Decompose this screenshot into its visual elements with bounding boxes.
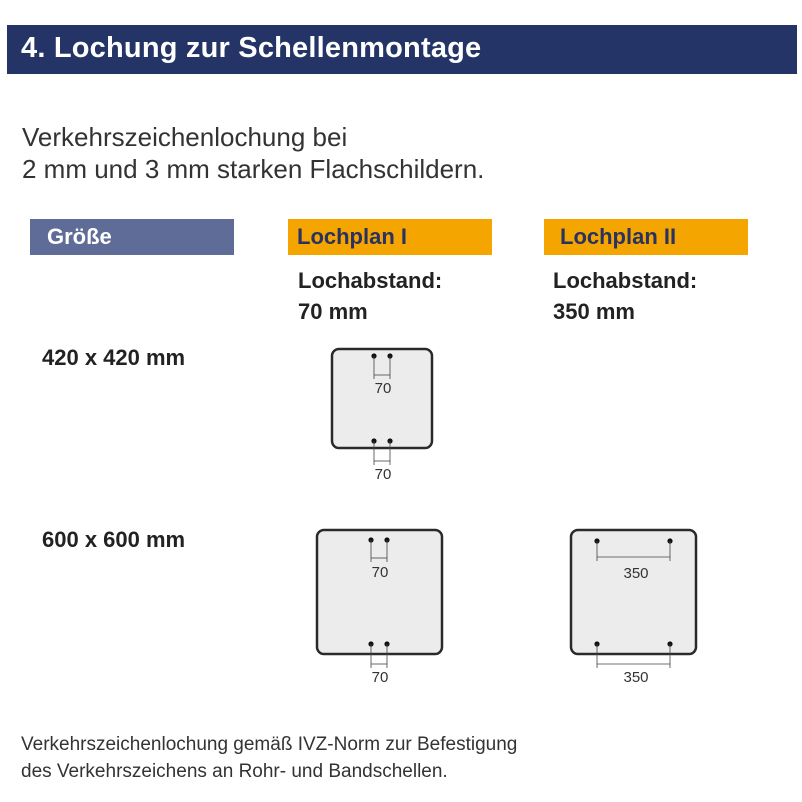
size-label-420: 420 x 420 mm	[42, 345, 186, 370]
dimension-label: 70	[374, 466, 392, 483]
footer-note	[21, 731, 517, 785]
dimension-label: 70	[374, 380, 392, 397]
lochplan-1-distance-label: Lochabstand:	[298, 268, 443, 293]
sign-plate	[317, 530, 442, 654]
section-title: 4. Lochung zur Schellenmontage	[21, 32, 482, 64]
plate-420-lochplan-1	[332, 349, 432, 483]
sign-plate	[332, 349, 432, 448]
dimension-label: 350	[623, 669, 649, 686]
lochplan-1-distance-value: 70 mm	[298, 299, 368, 324]
lochplan-2-distance-value: 350 mm	[553, 299, 635, 324]
footer-line-1: Verkehrszeichenlochung gemäß IVZ-Norm zur Befestigung	[21, 734, 518, 755]
dimension-label: 70	[371, 669, 389, 686]
sign-plate	[571, 530, 696, 654]
plate-600-lochplan-1	[317, 530, 442, 686]
dimension-label: 70	[371, 564, 389, 581]
column-header-size-label: Größe	[47, 224, 112, 249]
intro-line-1: Verkehrszeichenlochung bei	[22, 122, 348, 152]
column-header-lochplan-1-label: Lochplan I	[297, 224, 407, 249]
dimension-label: 350	[623, 565, 649, 582]
size-label-600: 600 x 600 mm	[42, 527, 186, 552]
plate-600-lochplan-2	[571, 530, 696, 686]
footer-line-2: des Verkehrszeichens an Rohr- und Bandschellen.	[21, 761, 448, 782]
column-header-lochplan-2-label: Lochplan II	[560, 224, 677, 249]
intro-line-2: 2 mm und 3 mm starken Flachschildern.	[22, 154, 485, 184]
lochplan-2-distance-label: Lochabstand:	[553, 268, 698, 293]
